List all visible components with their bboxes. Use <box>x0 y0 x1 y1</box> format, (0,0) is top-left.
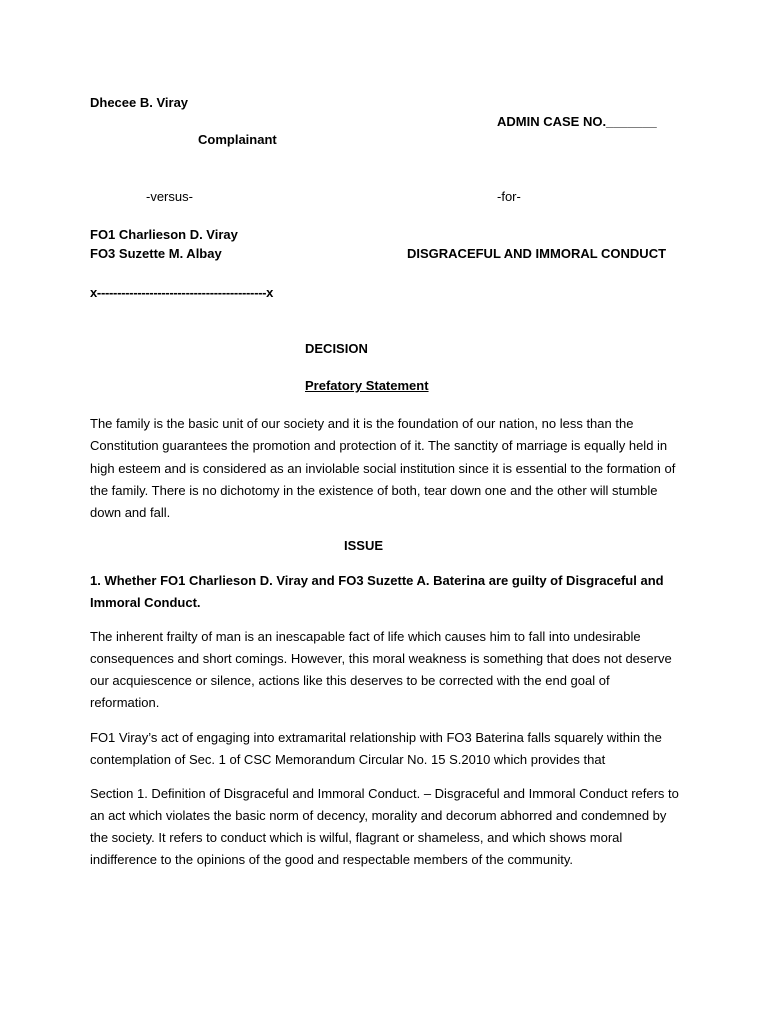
frailty-paragraph: The inherent frailty of man is an inescapable fact of life which causes him to fall into undesirable consequences and short comings. However, this moral weakness is something that does not deserve our acquiescence or silence, actions like this deserves to be corrected with the end goal of reformation. <box>90 629 672 710</box>
versus-label: -versus- <box>146 189 193 204</box>
complainant-label: Complainant <box>198 132 277 147</box>
section-1-quote: Section 1. Definition of Disgraceful and Immoral Conduct. – Disgraceful and Immoral Conduct refers to an act which violates the basic norm of decency, morality and decorum abhorred and condemned by the society. It refers to conduct which is wilful, flagrant or shameless, and which shows moral indifference to the opinions of the good and respectable members of the community. <box>90 786 679 867</box>
complainant-name: Dhecee B. Viray <box>90 95 189 110</box>
decision-title: DECISION <box>305 341 368 356</box>
admin-case-number: ADMIN CASE NO._______ <box>497 114 657 129</box>
respondent-2: FO3 Suzette M. Albay <box>90 246 222 261</box>
issue-heading: ISSUE <box>344 538 384 553</box>
respondent-1: FO1 Charlieson D. Viray <box>90 227 238 242</box>
act-paragraph: FO1 Viray’s act of engaging into extramarital relationship with FO3 Baterina falls squarely within the contemplation of Sec. 1 of CSC Memorandum Circular No. 15 S.2010 which provides that <box>90 730 662 767</box>
for-label: -for- <box>497 189 521 204</box>
issue-item-1: 1. Whether FO1 Charlieson D. Viray and FO3 Suzette A. Baterina are guilty of Disgraceful and Immoral Conduct. <box>90 573 664 610</box>
caption-separator: x------------------------------------------x <box>90 285 274 300</box>
charge-title: DISGRACEFUL AND IMMORAL CONDUCT <box>407 246 667 261</box>
prefatory-heading: Prefatory Statement <box>305 378 429 393</box>
prefatory-paragraph: The family is the basic unit of our society and it is the foundation of our nation, no less than the Constitution guarantees the promotion and protection of it. The sanctity of marriage is equally held in high esteem and is considered as an inviolable social institution since it is essential to the formation of the family. There is no dichotomy in the existence of both, tear down one and the other will stumble down and fall. <box>90 416 676 521</box>
